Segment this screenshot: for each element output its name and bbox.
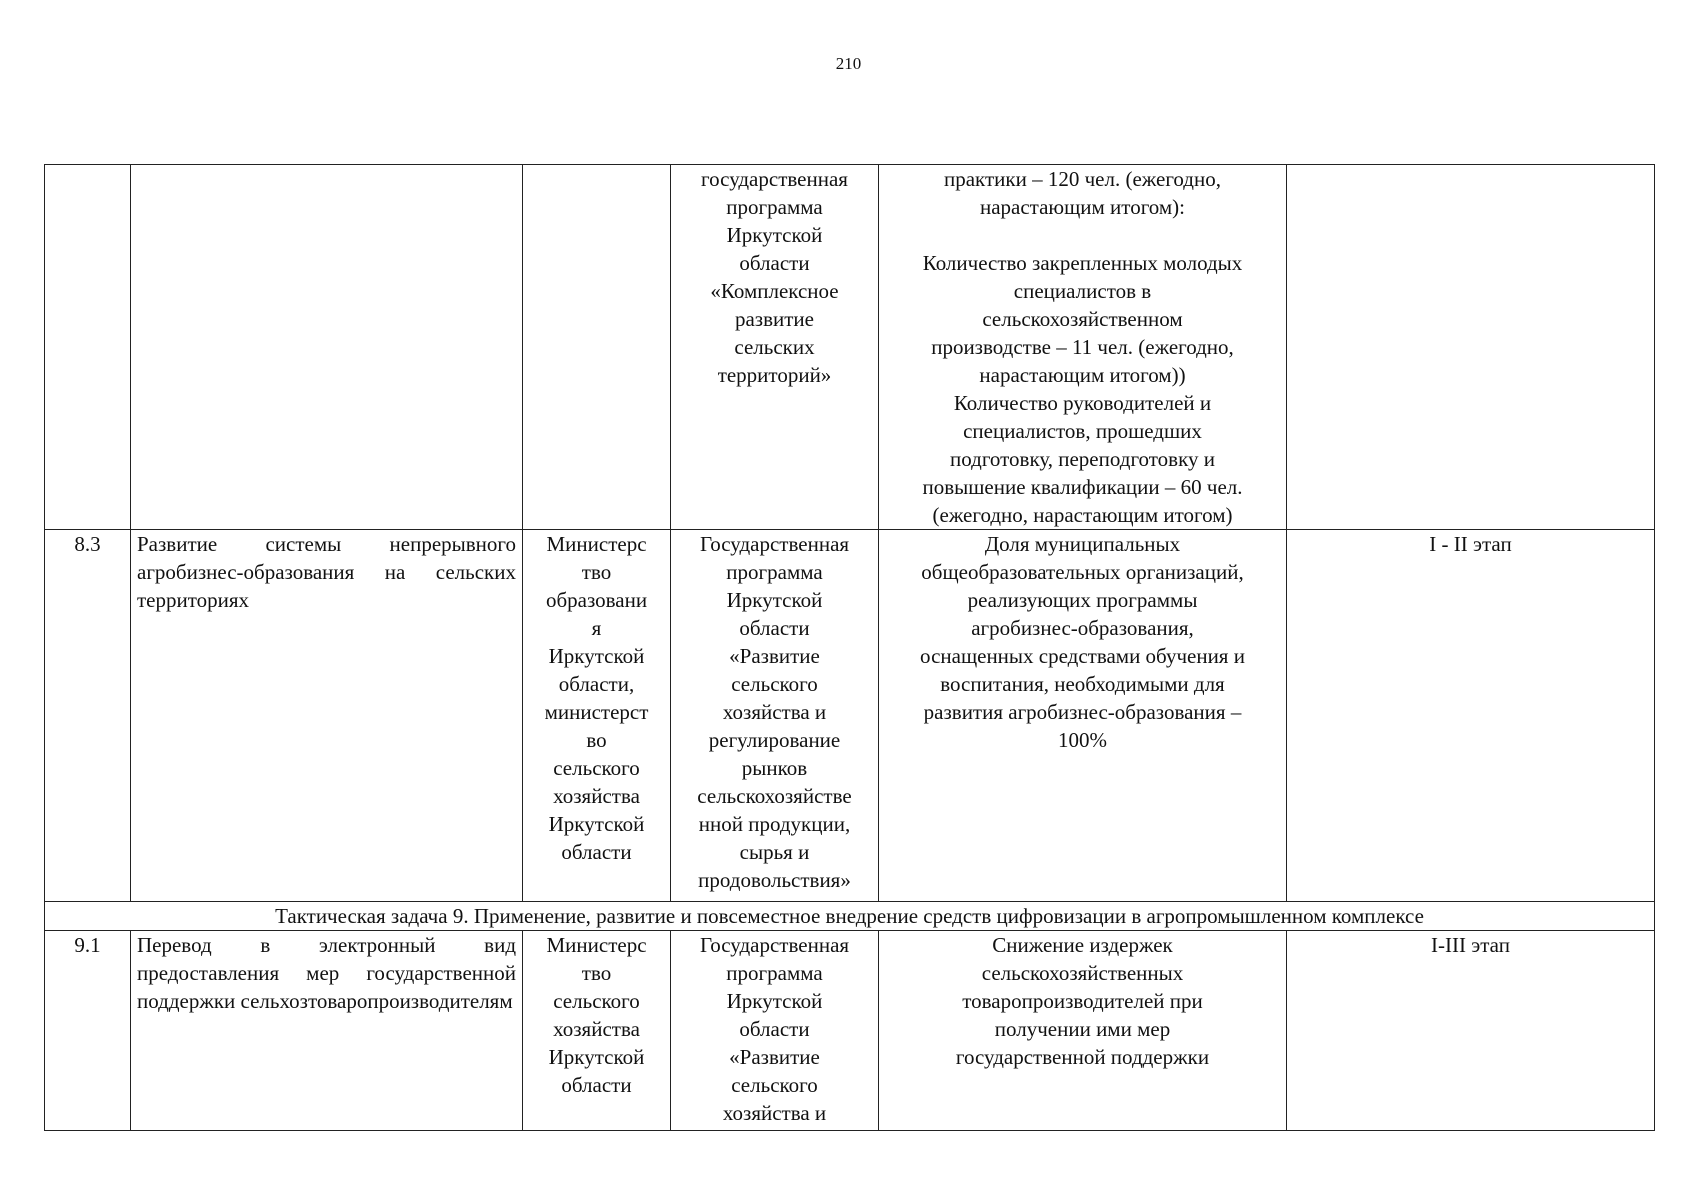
stage-text: I - II этап <box>1287 530 1655 902</box>
cell-measure-empty <box>131 165 523 530</box>
indicator-text: Доля муниципальных общеобразовательных организаций, реализующих программы агробизнес-образования, оснащенных средствами обучения и воспитания, необходимыми для развития агробизнес-образования – 100% <box>879 530 1287 902</box>
table-row-continuation <box>45 165 1655 530</box>
cell-number-empty <box>45 165 131 530</box>
cell-stage-empty <box>1287 165 1655 530</box>
cell-executor-empty <box>523 165 671 530</box>
measure-text: Перевод в электронный вид предоставления мер государственной поддержки сельхозтоваропроизводителям <box>131 931 523 1131</box>
measure-text: Развитие системы непрерывного агробизнес-образования на сельских территориях <box>131 530 523 902</box>
page-number: 210 <box>835 54 862 73</box>
row-number: 9.1 <box>45 931 131 1131</box>
table-row-9-1 <box>45 931 1655 1131</box>
table-row-task-9 <box>45 902 1655 931</box>
executor-text: Министерс тво образовани я Иркутской области, министерст во сельского хозяйства Иркутской области <box>523 530 671 902</box>
row-number: 8.3 <box>45 530 131 902</box>
cell-program: государственная программа Иркутской области «Комплексное развитие сельских территорий» <box>671 165 879 530</box>
stage-text: I-III этап <box>1287 931 1655 1131</box>
program-text: Государственная программа Иркутской области «Развитие сельского хозяйства и <box>671 931 879 1131</box>
cell-indicators <box>879 165 1287 530</box>
executor-text: Министерс тво сельского хозяйства Иркутской области <box>523 931 671 1131</box>
indicators-text-part2: Количество закрепленных молодых специалистов в сельскохозяйственном производстве – 11 чел. (ежегодно, нарастающим итогом)) Количество руководителей и специалистов, прошедших подготовку, переподготовку и повышение квалификации – 60 чел. (ежегодно, нарастающим итогом) <box>922 251 1243 527</box>
indicator-text: Снижение издержек сельскохозяйственных товаропроизводителей при получении ими мер государственной поддержки <box>879 931 1287 1131</box>
program-text: Государственная программа Иркутской области «Развитие сельского хозяйства и регулирование рынков сельскохозяйстве нной продукции, сырья и продовольствия» <box>671 530 879 902</box>
table-row-8-3 <box>45 530 1655 902</box>
measures-table <box>44 164 1655 1131</box>
indicators-text-part1: практики – 120 чел. (ежегодно, нарастающим итогом): <box>944 167 1221 219</box>
task-9-header: Тактическая задача 9. Применение, развитие и повсеместное внедрение средств цифровизации в агропромышленном комплексе <box>45 902 1655 931</box>
